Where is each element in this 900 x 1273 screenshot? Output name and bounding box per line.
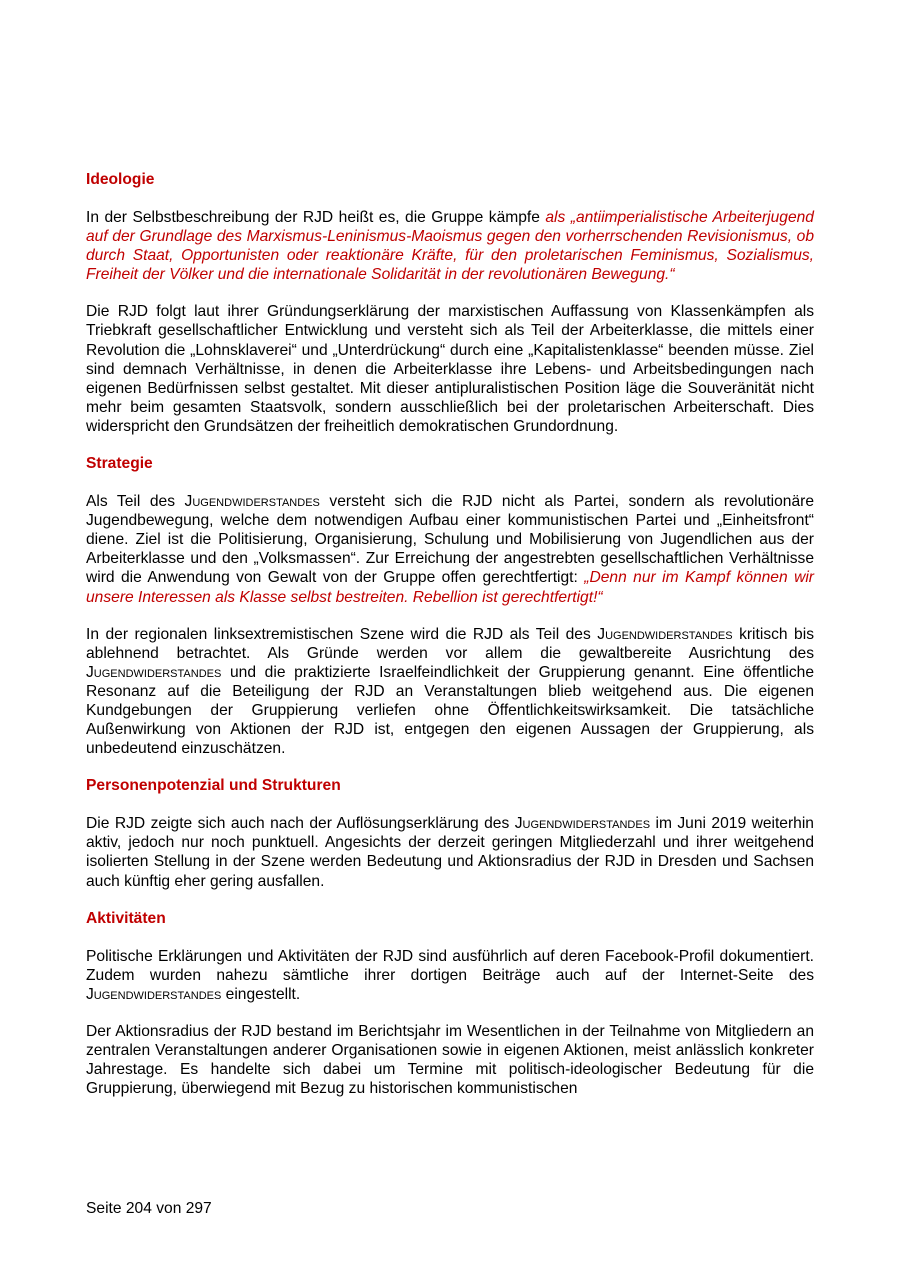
paragraph (86, 208, 814, 284)
document-body (86, 170, 814, 1116)
paragraph (86, 302, 814, 436)
text-run: versteht sich die RJD nicht als Partei, sondern als revolutionäre Jugendbewegung, welche dem notwendigen Aufbau einer kommunistischen Partei und „Einheitsfront“ diene. Ziel ist die Politisierung, Organisierung, Schulung und Mobilisierung von Jugendlichen aus der Arbeiterklasse und den „Volksmassen“. Zur Erreichung der angestrebten gesellschaftlichen Verhältnisse wird die Anwendung von Gewalt von der Gruppe offen gerechtfertigt: (86, 493, 814, 587)
small-caps-term: Jugendwiderstandes (514, 815, 651, 833)
text-run: In der regionalen linksextremistischen Szene wird die RJD als Teil des (86, 625, 598, 643)
text-run: eingestellt. (221, 985, 301, 1003)
small-caps-term: Jugendwiderstandes (86, 985, 222, 1003)
text-run: Die RJD folgt laut ihrer Gründungserklärung der marxistischen Auffassung von Klassenkämpfen als Triebkraft gesellschaftlicher Entwicklung und versteht sich als Teil der Arbeiterklasse, die mittels einer Revolution die „Lohnsklaverei“ und „Unterdrückung“ durch eine „Kapitalistenklasse“ beenden müsse. Ziel sind demnach Verhältnisse, in denen die Arbeiterklasse ihre Lebens- und Arbeitsbedingungen nach eigenen Bedürfnissen selbst gestaltet. Mit dieser antipluralistischen Position läge die Souveränität nicht mehr beim gesamten Staatsvolk, sondern ausschließlich bei der proletarischen Arbeiterschaft. Dies widerspricht den Grundsätzen der freiheitlich demokratischen Grundordnung. (86, 303, 814, 435)
text-run: Politische Erklärungen und Aktivitäten der RJD sind ausführlich auf deren Facebook-Profil dokumentiert. Zudem wurden nahezu sämtliche ihrer dortigen Beiträge auch auf der Internet-Seite des (86, 947, 814, 984)
red-quote: „Denn nur im Kampf können wir unsere Interessen als Klasse selbst bestreiten. Rebellion ist gerechtfertigt!“ (86, 569, 814, 606)
small-caps-term: Jugendwiderstandes (86, 663, 222, 681)
section-strategie (86, 454, 814, 758)
section-ideologie (86, 170, 814, 436)
section-heading: Ideologie (86, 171, 155, 188)
paragraph (86, 1022, 814, 1098)
small-caps-term: Jugendwiderstandes (597, 625, 733, 643)
red-quote: „antiimperialistische Arbeiterjugend auf der Grundlage des Marxismus-Leninismus-Maoismus gegen den vorherrschenden Revisionismus, ob durch Staat, Opportunisten oder reaktionäre Kräfte, für den proletarischen Feminismus, Sozialismus, Freiheit der Völker und die internationale Solidarität in der revolutionären Bewegung.“ (86, 209, 814, 284)
small-caps-term: Jugendwiderstandes (184, 493, 320, 511)
section-heading: Personenpotenzial und Strukturen (86, 777, 341, 795)
text-run: im Juni 2019 weiterhin aktiv, jedoch nur noch punktuell. Angesichts der derzeit geringen Mitgliederzahl und ihrer weitgehend isolierten Stellung in der Szene werden Bedeutung und Aktionsradius der RJD in Dresden und Sachsen auch künftig eher gering ausfallen. (86, 815, 814, 890)
text-run: Als Teil des (86, 493, 185, 511)
text-run: Die RJD zeigte sich auch nach der Auflösungserklärung des (86, 815, 515, 833)
text-run: Der Aktionsradius der RJD bestand im Berichtsjahr im Wesentlichen in der Teilnahme von Mitgliedern an zentralen Veranstaltungen anderer Organisationen sowie in eigenen Aktionen, meist anlässlich konkreter Jahrestage. Es handelte sich dabei um Termine mit politisch-ideologischer Bedeutung für die Gruppierung, überwiegend mit Bezug zu historischen kommunistischen (86, 1022, 814, 1098)
italic-run: als (545, 209, 571, 226)
text-run: In der Selbstbeschreibung der RJD heißt es, die Gruppe kämpfe (86, 209, 546, 226)
section-heading: Strategie (86, 455, 153, 473)
text-run: kritisch bis ablehnend betrachtet. Als Gründe werden vor allem die gewaltbereite Ausrichtung des (86, 625, 814, 662)
text-run: und die praktizierte Israelfeindlichkeit der Gruppierung genannt. Eine öffentliche Resonanz auf die Beteiligung der RJD an Veranstaltungen blieb weitgehend aus. Die eigenen Kundgebungen der Gruppierung verliefen ohne Öffentlichkeitswirksamkeit. Die tatsächliche Außenwirkung von Aktionen der RJD ist, entgegen den eigenen Aussagen der Gruppierung, als unbedeutend einzuschätzen. (86, 663, 814, 758)
section-aktivitaeten (86, 909, 814, 1099)
section-heading: Aktivitäten (86, 909, 166, 927)
page-number: Seite 204 von 297 (86, 1200, 212, 1217)
paragraph (86, 492, 814, 607)
section-personenpotenzial (86, 776, 814, 890)
paragraph (86, 814, 814, 890)
paragraph (86, 625, 814, 759)
paragraph (86, 947, 814, 1004)
